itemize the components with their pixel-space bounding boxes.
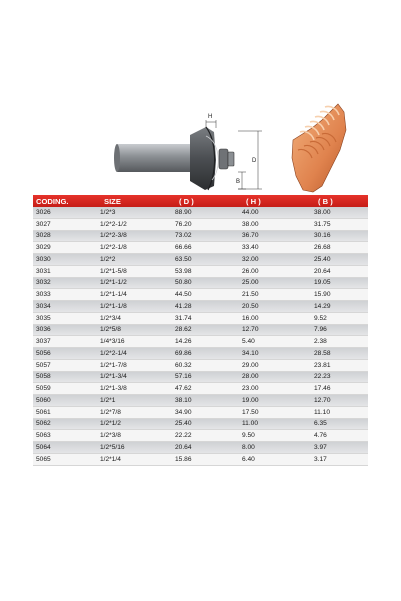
cell-d: 15.86 bbox=[175, 455, 192, 463]
cell-coding: 5061 bbox=[36, 408, 51, 416]
spec-table bbox=[33, 195, 368, 466]
cell-coding: 5058 bbox=[36, 373, 51, 381]
cell-d: 63.50 bbox=[175, 255, 192, 263]
cell-size: 1/2*1-1/8 bbox=[100, 302, 127, 310]
cell-b: 11.10 bbox=[314, 408, 331, 416]
cell-d: 25.40 bbox=[175, 420, 192, 428]
cell-b: 9.52 bbox=[314, 314, 327, 322]
cell-size: 1/2*7/8 bbox=[100, 408, 121, 416]
cell-d: 44.50 bbox=[175, 291, 192, 299]
table-row bbox=[33, 301, 368, 313]
cell-size: 1/2*3/8 bbox=[100, 432, 121, 440]
cell-size: 1/2*1/4 bbox=[100, 455, 121, 463]
cell-coding: 5063 bbox=[36, 432, 51, 440]
cell-size: 1/2*2-1/4 bbox=[100, 349, 127, 357]
cell-h: 9.50 bbox=[242, 432, 255, 440]
cell-coding: 3031 bbox=[36, 267, 51, 275]
cell-h: 32.00 bbox=[242, 255, 259, 263]
dimension-d-label: D bbox=[252, 158, 257, 164]
cell-b: 28.58 bbox=[314, 349, 331, 357]
cell-size: 1/2*1-1/2 bbox=[100, 279, 127, 287]
cell-size: 1/2*1-7/8 bbox=[100, 361, 127, 369]
cell-size: 1/2*1-5/8 bbox=[100, 267, 127, 275]
cell-coding: 3026 bbox=[36, 208, 51, 216]
cell-d: 38.10 bbox=[175, 396, 192, 404]
header-coding: CODING. bbox=[36, 196, 69, 206]
cell-coding: 5060 bbox=[36, 396, 51, 404]
cell-d: 73.02 bbox=[175, 232, 192, 240]
cell-d: 14.26 bbox=[175, 338, 192, 346]
cell-coding: 5064 bbox=[36, 443, 51, 451]
header-size: SIZE bbox=[104, 196, 121, 206]
cell-h: 6.40 bbox=[242, 455, 255, 463]
cell-coding: 3032 bbox=[36, 279, 51, 287]
cell-h: 5.40 bbox=[242, 338, 255, 346]
cell-b: 2.38 bbox=[314, 338, 327, 346]
cell-size: 1/2*1-3/4 bbox=[100, 373, 127, 381]
cell-coding: 5065 bbox=[36, 455, 51, 463]
cell-h: 38.00 bbox=[242, 220, 259, 228]
table-header bbox=[33, 195, 368, 207]
cell-size: 1/2*3 bbox=[100, 208, 116, 216]
table-row bbox=[33, 219, 368, 231]
cell-size: 1/4*3/16 bbox=[100, 338, 125, 346]
cell-h: 44.00 bbox=[242, 208, 259, 216]
cell-b: 12.70 bbox=[314, 396, 331, 404]
cell-size: 1/2*2 bbox=[100, 255, 116, 263]
table-row bbox=[33, 266, 368, 278]
cell-d: 34.90 bbox=[175, 408, 192, 416]
cell-coding: 3028 bbox=[36, 232, 51, 240]
cell-d: 88.90 bbox=[175, 208, 192, 216]
cell-h: 16.00 bbox=[242, 314, 259, 322]
table-row bbox=[33, 383, 368, 395]
cell-h: 20.50 bbox=[242, 302, 259, 310]
cell-size: 1/2*5/8 bbox=[100, 326, 121, 334]
cell-b: 23.81 bbox=[314, 361, 331, 369]
table-row bbox=[33, 395, 368, 407]
table-row bbox=[33, 336, 368, 348]
cell-d: 76.20 bbox=[175, 220, 192, 228]
cell-d: 41.28 bbox=[175, 302, 192, 310]
cell-b: 25.40 bbox=[314, 255, 331, 263]
cell-h: 28.00 bbox=[242, 373, 259, 381]
cell-d: 20.64 bbox=[175, 443, 192, 451]
cell-d: 53.98 bbox=[175, 267, 192, 275]
header-h: ( H ) bbox=[246, 196, 261, 206]
cell-b: 3.97 bbox=[314, 443, 327, 451]
table-row bbox=[33, 407, 368, 419]
cell-h: 25.00 bbox=[242, 279, 259, 287]
cell-b: 20.64 bbox=[314, 267, 331, 275]
cell-b: 4.76 bbox=[314, 432, 327, 440]
cell-size: 1/2*1 bbox=[100, 396, 116, 404]
cell-coding: 3030 bbox=[36, 255, 51, 263]
table-row bbox=[33, 454, 368, 466]
cell-b: 19.05 bbox=[314, 279, 331, 287]
router-bit-shank bbox=[114, 144, 196, 172]
cell-b: 31.75 bbox=[314, 220, 331, 228]
table-row bbox=[33, 360, 368, 372]
cell-h: 17.50 bbox=[242, 408, 259, 416]
cell-d: 57.16 bbox=[175, 373, 192, 381]
table-row bbox=[33, 278, 368, 290]
dimension-b-label: B bbox=[236, 179, 241, 185]
cell-d: 22.22 bbox=[175, 432, 192, 440]
cell-b: 15.90 bbox=[314, 291, 331, 299]
table-row bbox=[33, 207, 368, 219]
cell-b: 30.16 bbox=[314, 232, 331, 240]
cell-b: 14.29 bbox=[314, 302, 331, 310]
cell-b: 7.96 bbox=[314, 326, 327, 334]
header-d: ( D ) bbox=[179, 196, 194, 206]
cell-d: 66.66 bbox=[175, 244, 192, 252]
cell-h: 33.40 bbox=[242, 244, 259, 252]
cell-b: 22.23 bbox=[314, 373, 331, 381]
cell-coding: 3034 bbox=[36, 302, 51, 310]
cell-size: 1/2*2-1/8 bbox=[100, 244, 127, 252]
table-row bbox=[33, 348, 368, 360]
cell-coding: 3036 bbox=[36, 326, 51, 334]
cell-d: 69.86 bbox=[175, 349, 192, 357]
cell-d: 31.74 bbox=[175, 314, 192, 322]
router-bit-head bbox=[190, 127, 218, 190]
cell-h: 36.70 bbox=[242, 232, 259, 240]
cell-coding: 3027 bbox=[36, 220, 51, 228]
cell-b: 26.68 bbox=[314, 244, 331, 252]
cell-h: 29.00 bbox=[242, 361, 259, 369]
cell-coding: 3035 bbox=[36, 314, 51, 322]
cell-coding: 5057 bbox=[36, 361, 51, 369]
cell-b: 6.35 bbox=[314, 420, 327, 428]
cell-b: 38.00 bbox=[314, 208, 331, 216]
cell-coding: 3033 bbox=[36, 291, 51, 299]
cell-d: 47.62 bbox=[175, 385, 192, 393]
table-row bbox=[33, 325, 368, 337]
cut-profile-illustration bbox=[292, 104, 346, 192]
cell-size: 1/2*1-1/4 bbox=[100, 291, 127, 299]
cell-h: 19.00 bbox=[242, 396, 259, 404]
cell-coding: 3037 bbox=[36, 338, 51, 346]
cell-size: 1/2*5/16 bbox=[100, 443, 125, 451]
table-row bbox=[33, 242, 368, 254]
cell-size: 1/2*1-3/8 bbox=[100, 385, 127, 393]
header-b: ( B ) bbox=[318, 196, 333, 206]
cell-d: 50.80 bbox=[175, 279, 192, 287]
cell-coding: 5062 bbox=[36, 420, 51, 428]
cell-h: 26.00 bbox=[242, 267, 259, 275]
cell-size: 1/2*2-1/2 bbox=[100, 220, 127, 228]
router-bit-bearing bbox=[219, 149, 234, 169]
table-row bbox=[33, 289, 368, 301]
table-row bbox=[33, 372, 368, 384]
cell-coding: 3029 bbox=[36, 244, 51, 252]
router-bit-diagram bbox=[0, 0, 401, 196]
cell-h: 21.50 bbox=[242, 291, 259, 299]
cell-d: 28.62 bbox=[175, 326, 192, 334]
table-row bbox=[33, 419, 368, 431]
table-row bbox=[33, 442, 368, 454]
table-row bbox=[33, 313, 368, 325]
dimension-h-label: H bbox=[208, 114, 213, 120]
cell-h: 12.70 bbox=[242, 326, 259, 334]
cell-h: 34.10 bbox=[242, 349, 259, 357]
cell-coding: 5056 bbox=[36, 349, 51, 357]
cell-size: 1/2*3/4 bbox=[100, 314, 121, 322]
cell-size: 1/2*2-3/8 bbox=[100, 232, 127, 240]
cell-h: 23.00 bbox=[242, 385, 259, 393]
table-row bbox=[33, 430, 368, 442]
table-row bbox=[33, 231, 368, 243]
cell-d: 60.32 bbox=[175, 361, 192, 369]
cell-size: 1/2*1/2 bbox=[100, 420, 121, 428]
cell-coding: 5059 bbox=[36, 385, 51, 393]
cell-b: 17.46 bbox=[314, 385, 331, 393]
cell-h: 8.00 bbox=[242, 443, 255, 451]
cell-b: 3.17 bbox=[314, 455, 327, 463]
table-row bbox=[33, 254, 368, 266]
cell-h: 11.00 bbox=[242, 420, 259, 428]
table-body bbox=[33, 207, 368, 466]
